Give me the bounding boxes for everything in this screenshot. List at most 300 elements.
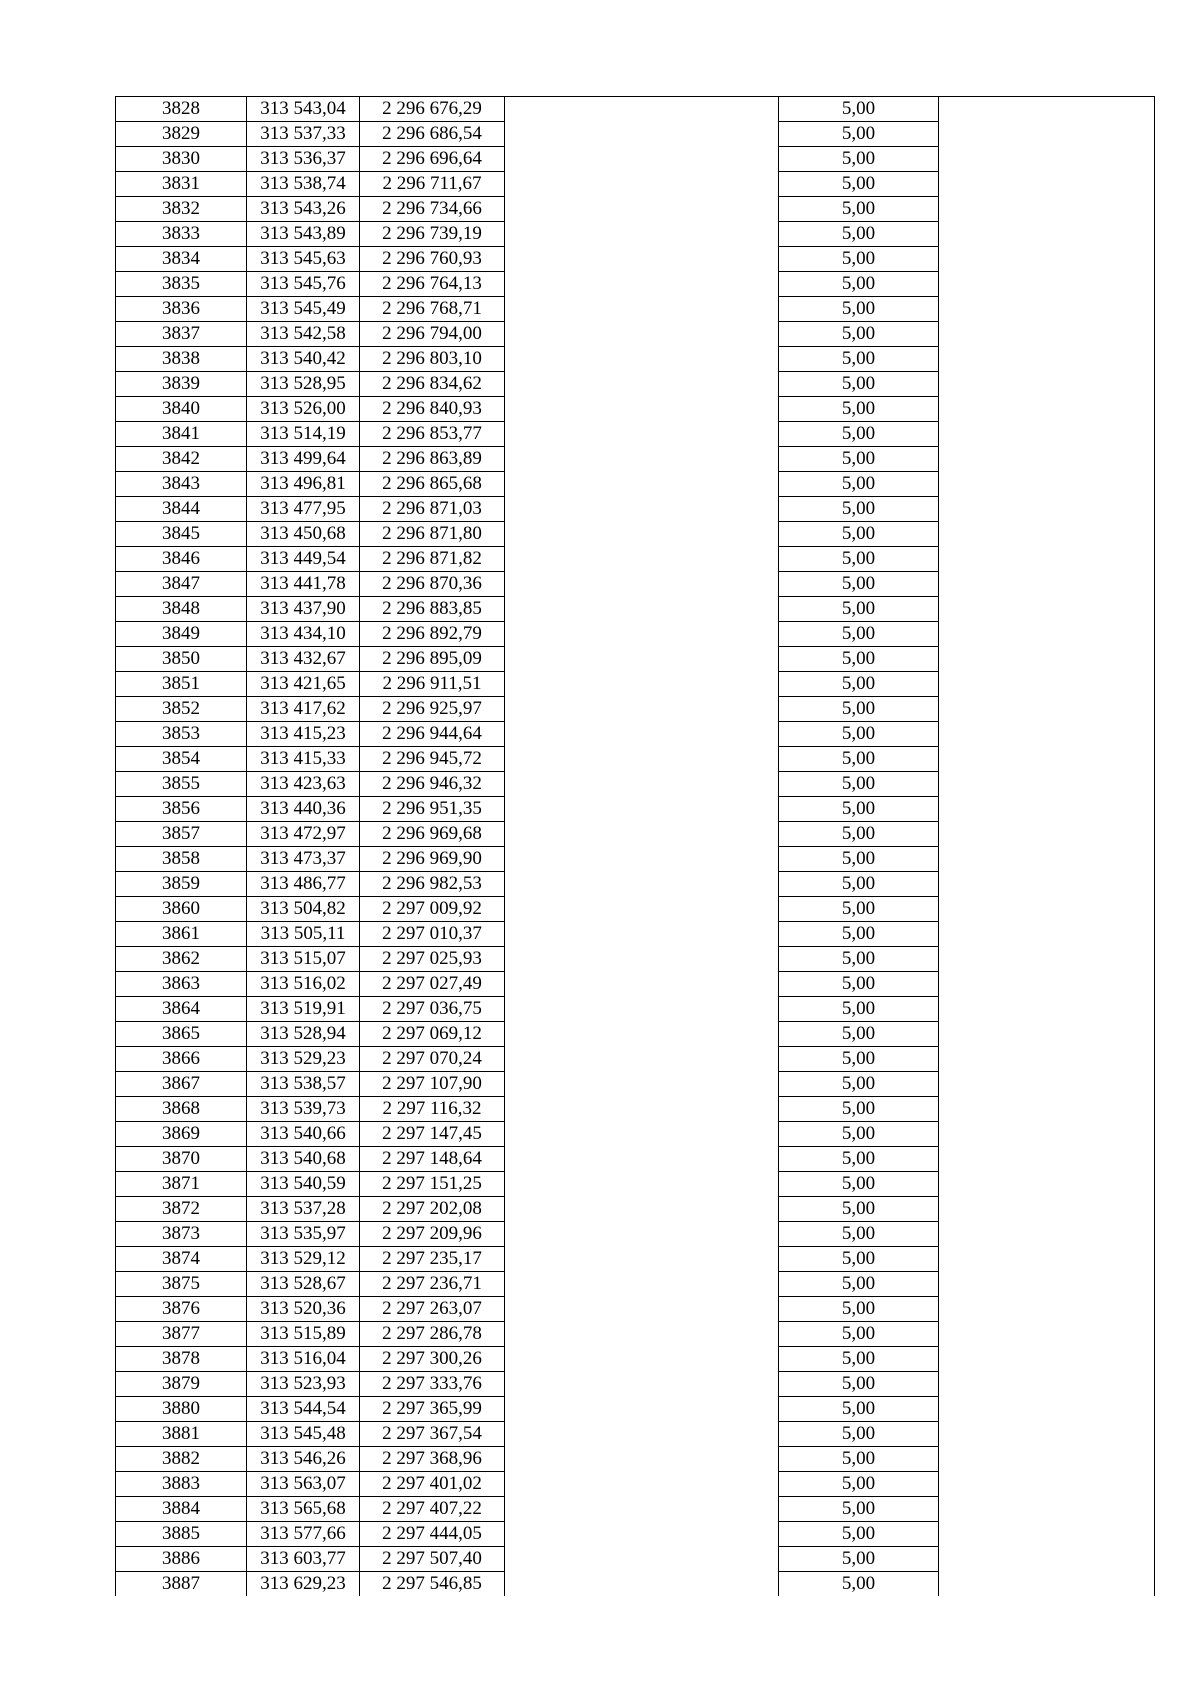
blank-cell [505, 597, 779, 622]
value-cell: 5,00 [779, 1222, 939, 1247]
blank-cell [505, 1172, 779, 1197]
y-coordinate-cell: 2 296 794,00 [360, 322, 505, 347]
value-cell: 5,00 [779, 1147, 939, 1172]
y-coordinate-cell: 2 296 871,82 [360, 547, 505, 572]
x-coordinate-cell: 313 603,77 [247, 1547, 360, 1572]
value-cell: 5,00 [779, 697, 939, 722]
point-number-cell: 3850 [116, 647, 247, 672]
blank-cell [505, 247, 779, 272]
y-coordinate-cell: 2 296 969,68 [360, 822, 505, 847]
blank-cell [939, 872, 1155, 897]
point-number-cell: 3836 [116, 297, 247, 322]
table-row [116, 322, 1155, 347]
y-coordinate-cell: 2 297 147,45 [360, 1122, 505, 1147]
value-cell: 5,00 [779, 1072, 939, 1097]
x-coordinate-cell: 313 629,23 [247, 1572, 360, 1597]
value-cell: 5,00 [779, 747, 939, 772]
point-number-cell: 3881 [116, 1422, 247, 1447]
blank-cell [505, 1022, 779, 1047]
y-coordinate-cell: 2 297 107,90 [360, 1072, 505, 1097]
point-number-cell: 3839 [116, 372, 247, 397]
x-coordinate-cell: 313 540,66 [247, 1122, 360, 1147]
blank-cell [939, 622, 1155, 647]
blank-cell [939, 272, 1155, 297]
point-number-cell: 3847 [116, 572, 247, 597]
point-number-cell: 3830 [116, 147, 247, 172]
table-row [116, 847, 1155, 872]
point-number-cell: 3832 [116, 197, 247, 222]
y-coordinate-cell: 2 297 367,54 [360, 1422, 505, 1447]
blank-cell [939, 1447, 1155, 1472]
table-row [116, 1247, 1155, 1272]
blank-cell [939, 247, 1155, 272]
point-number-cell: 3837 [116, 322, 247, 347]
value-cell: 5,00 [779, 1372, 939, 1397]
value-cell: 5,00 [779, 1522, 939, 1547]
value-cell: 5,00 [779, 347, 939, 372]
point-number-cell: 3863 [116, 972, 247, 997]
x-coordinate-cell: 313 432,67 [247, 647, 360, 672]
table-row [116, 1222, 1155, 1247]
y-coordinate-cell: 2 297 235,17 [360, 1247, 505, 1272]
blank-cell [505, 372, 779, 397]
x-coordinate-cell: 313 565,68 [247, 1497, 360, 1522]
y-coordinate-cell: 2 296 982,53 [360, 872, 505, 897]
x-coordinate-cell: 313 486,77 [247, 872, 360, 897]
blank-cell [939, 972, 1155, 997]
point-number-cell: 3864 [116, 997, 247, 1022]
y-coordinate-cell: 2 296 883,85 [360, 597, 505, 622]
y-coordinate-cell: 2 296 803,10 [360, 347, 505, 372]
table-row [116, 97, 1155, 122]
blank-cell [939, 197, 1155, 222]
x-coordinate-cell: 313 536,37 [247, 147, 360, 172]
point-number-cell: 3852 [116, 697, 247, 722]
value-cell: 5,00 [779, 597, 939, 622]
y-coordinate-cell: 2 296 676,29 [360, 97, 505, 122]
blank-cell [939, 1422, 1155, 1447]
value-cell: 5,00 [779, 772, 939, 797]
table-row [116, 1072, 1155, 1097]
blank-cell [939, 147, 1155, 172]
blank-cell [939, 222, 1155, 247]
table-row [116, 1497, 1155, 1522]
blank-cell [505, 1547, 779, 1572]
point-number-cell: 3840 [116, 397, 247, 422]
x-coordinate-cell: 313 449,54 [247, 547, 360, 572]
blank-cell [505, 1047, 779, 1072]
point-number-cell: 3877 [116, 1322, 247, 1347]
x-coordinate-cell: 313 535,97 [247, 1222, 360, 1247]
blank-cell [939, 172, 1155, 197]
y-coordinate-cell: 2 297 365,99 [360, 1397, 505, 1422]
table-row [116, 1472, 1155, 1497]
blank-cell [505, 472, 779, 497]
y-coordinate-cell: 2 296 768,71 [360, 297, 505, 322]
table-row [116, 597, 1155, 622]
point-number-cell: 3833 [116, 222, 247, 247]
y-coordinate-cell: 2 297 368,96 [360, 1447, 505, 1472]
y-coordinate-cell: 2 296 892,79 [360, 622, 505, 647]
y-coordinate-cell: 2 297 507,40 [360, 1547, 505, 1572]
blank-cell [939, 122, 1155, 147]
blank-cell [505, 1497, 779, 1522]
value-cell: 5,00 [779, 272, 939, 297]
y-coordinate-cell: 2 296 895,09 [360, 647, 505, 672]
point-number-cell: 3876 [116, 1297, 247, 1322]
blank-cell [939, 647, 1155, 672]
point-number-cell: 3841 [116, 422, 247, 447]
blank-cell [939, 1397, 1155, 1422]
value-cell: 5,00 [779, 1447, 939, 1472]
x-coordinate-cell: 313 543,89 [247, 222, 360, 247]
blank-cell [939, 1347, 1155, 1372]
y-coordinate-cell: 2 297 027,49 [360, 972, 505, 997]
y-coordinate-cell: 2 297 116,32 [360, 1097, 505, 1122]
y-coordinate-cell: 2 296 925,97 [360, 697, 505, 722]
x-coordinate-cell: 313 440,36 [247, 797, 360, 822]
value-cell: 5,00 [779, 1247, 939, 1272]
blank-cell [505, 222, 779, 247]
value-cell: 5,00 [779, 1022, 939, 1047]
x-coordinate-cell: 313 472,97 [247, 822, 360, 847]
value-cell: 5,00 [779, 447, 939, 472]
x-coordinate-cell: 313 515,89 [247, 1322, 360, 1347]
table-row [116, 172, 1155, 197]
table-row [116, 872, 1155, 897]
x-coordinate-cell: 313 538,57 [247, 1072, 360, 1097]
value-cell: 5,00 [779, 947, 939, 972]
blank-cell [505, 1247, 779, 1272]
value-cell: 5,00 [779, 822, 939, 847]
blank-cell [939, 1247, 1155, 1272]
y-coordinate-cell: 2 296 969,90 [360, 847, 505, 872]
point-number-cell: 3869 [116, 1122, 247, 1147]
blank-cell [939, 597, 1155, 622]
x-coordinate-cell: 313 540,59 [247, 1172, 360, 1197]
point-number-cell: 3857 [116, 822, 247, 847]
table-row [116, 1172, 1155, 1197]
x-coordinate-cell: 313 539,73 [247, 1097, 360, 1122]
table-row [116, 1447, 1155, 1472]
blank-cell [939, 1472, 1155, 1497]
y-coordinate-cell: 2 296 739,19 [360, 222, 505, 247]
table-row [116, 1022, 1155, 1047]
blank-cell [939, 1222, 1155, 1247]
point-number-cell: 3851 [116, 672, 247, 697]
x-coordinate-cell: 313 496,81 [247, 472, 360, 497]
value-cell: 5,00 [779, 1547, 939, 1572]
point-number-cell: 3860 [116, 897, 247, 922]
y-coordinate-cell: 2 296 840,93 [360, 397, 505, 422]
blank-cell [505, 147, 779, 172]
x-coordinate-cell: 313 540,68 [247, 1147, 360, 1172]
y-coordinate-cell: 2 297 069,12 [360, 1022, 505, 1047]
table-row [116, 822, 1155, 847]
y-coordinate-cell: 2 296 760,93 [360, 247, 505, 272]
table-row [116, 947, 1155, 972]
point-number-cell: 3834 [116, 247, 247, 272]
blank-cell [939, 997, 1155, 1022]
blank-cell [939, 547, 1155, 572]
value-cell: 5,00 [779, 1272, 939, 1297]
value-cell: 5,00 [779, 1047, 939, 1072]
blank-cell [939, 1522, 1155, 1547]
point-number-cell: 3853 [116, 722, 247, 747]
y-coordinate-cell: 2 296 951,35 [360, 797, 505, 822]
value-cell: 5,00 [779, 372, 939, 397]
blank-cell [939, 722, 1155, 747]
table-row [116, 572, 1155, 597]
blank-cell [939, 1172, 1155, 1197]
x-coordinate-cell: 313 528,67 [247, 1272, 360, 1297]
blank-cell [505, 1422, 779, 1447]
point-number-cell: 3838 [116, 347, 247, 372]
x-coordinate-cell: 313 540,42 [247, 347, 360, 372]
value-cell: 5,00 [779, 397, 939, 422]
value-cell: 5,00 [779, 172, 939, 197]
y-coordinate-cell: 2 297 263,07 [360, 1297, 505, 1322]
value-cell: 5,00 [779, 972, 939, 997]
x-coordinate-cell: 313 415,23 [247, 722, 360, 747]
value-cell: 5,00 [779, 97, 939, 122]
blank-cell [939, 447, 1155, 472]
y-coordinate-cell: 2 297 546,85 [360, 1572, 505, 1597]
blank-cell [939, 772, 1155, 797]
blank-cell [939, 672, 1155, 697]
point-number-cell: 3842 [116, 447, 247, 472]
blank-cell [505, 547, 779, 572]
y-coordinate-cell: 2 296 865,68 [360, 472, 505, 497]
value-cell: 5,00 [779, 1172, 939, 1197]
blank-cell [505, 1272, 779, 1297]
blank-cell [939, 1047, 1155, 1072]
y-coordinate-cell: 2 297 009,92 [360, 897, 505, 922]
y-coordinate-cell: 2 297 407,22 [360, 1497, 505, 1522]
y-coordinate-cell: 2 297 010,37 [360, 922, 505, 947]
y-coordinate-cell: 2 297 209,96 [360, 1222, 505, 1247]
blank-cell [939, 522, 1155, 547]
table-row [116, 1047, 1155, 1072]
blank-cell [505, 1397, 779, 1422]
blank-cell [505, 1097, 779, 1122]
point-number-cell: 3879 [116, 1372, 247, 1397]
blank-cell [505, 522, 779, 547]
x-coordinate-cell: 313 526,00 [247, 397, 360, 422]
x-coordinate-cell: 313 545,48 [247, 1422, 360, 1447]
point-number-cell: 3868 [116, 1097, 247, 1122]
x-coordinate-cell: 313 529,23 [247, 1047, 360, 1072]
x-coordinate-cell: 313 577,66 [247, 1522, 360, 1547]
value-cell: 5,00 [779, 1472, 939, 1497]
point-number-cell: 3882 [116, 1447, 247, 1472]
point-number-cell: 3848 [116, 597, 247, 622]
blank-cell [939, 1272, 1155, 1297]
blank-cell [939, 1572, 1155, 1597]
blank-cell [505, 297, 779, 322]
point-number-cell: 3865 [116, 1022, 247, 1047]
value-cell: 5,00 [779, 1397, 939, 1422]
blank-cell [939, 947, 1155, 972]
table-row [116, 222, 1155, 247]
x-coordinate-cell: 313 543,04 [247, 97, 360, 122]
x-coordinate-cell: 313 505,11 [247, 922, 360, 947]
blank-cell [505, 1572, 779, 1597]
table-row [116, 547, 1155, 572]
table-row [116, 247, 1155, 272]
table-row [116, 1347, 1155, 1372]
table-row [116, 347, 1155, 372]
blank-cell [505, 197, 779, 222]
table-row [116, 1122, 1155, 1147]
y-coordinate-cell: 2 297 401,02 [360, 1472, 505, 1497]
y-coordinate-cell: 2 297 025,93 [360, 947, 505, 972]
value-cell: 5,00 [779, 522, 939, 547]
y-coordinate-cell: 2 296 853,77 [360, 422, 505, 447]
value-cell: 5,00 [779, 422, 939, 447]
point-number-cell: 3870 [116, 1147, 247, 1172]
x-coordinate-cell: 313 543,26 [247, 197, 360, 222]
blank-cell [505, 1072, 779, 1097]
value-cell: 5,00 [779, 1572, 939, 1597]
table-row [116, 622, 1155, 647]
y-coordinate-cell: 2 296 944,64 [360, 722, 505, 747]
blank-cell [505, 872, 779, 897]
point-number-cell: 3867 [116, 1072, 247, 1097]
point-number-cell: 3873 [116, 1222, 247, 1247]
table-row [116, 1422, 1155, 1447]
value-cell: 5,00 [779, 297, 939, 322]
y-coordinate-cell: 2 296 764,13 [360, 272, 505, 297]
y-coordinate-cell: 2 296 870,36 [360, 572, 505, 597]
blank-cell [939, 97, 1155, 122]
blank-cell [505, 697, 779, 722]
x-coordinate-cell: 313 545,63 [247, 247, 360, 272]
value-cell: 5,00 [779, 497, 939, 522]
value-cell: 5,00 [779, 847, 939, 872]
y-coordinate-cell: 2 296 946,32 [360, 772, 505, 797]
y-coordinate-cell: 2 296 871,03 [360, 497, 505, 522]
point-number-cell: 3862 [116, 947, 247, 972]
blank-cell [939, 572, 1155, 597]
value-cell: 5,00 [779, 472, 939, 497]
y-coordinate-cell: 2 297 333,76 [360, 1372, 505, 1397]
point-number-cell: 3872 [116, 1197, 247, 1222]
y-coordinate-cell: 2 297 300,26 [360, 1347, 505, 1372]
point-number-cell: 3855 [116, 772, 247, 797]
table-row [116, 1147, 1155, 1172]
blank-cell [939, 747, 1155, 772]
blank-cell [505, 1122, 779, 1147]
table-row [116, 797, 1155, 822]
blank-cell [505, 722, 779, 747]
blank-cell [505, 897, 779, 922]
y-coordinate-cell: 2 296 911,51 [360, 672, 505, 697]
point-number-cell: 3885 [116, 1522, 247, 1547]
blank-cell [505, 347, 779, 372]
blank-cell [939, 397, 1155, 422]
y-coordinate-cell: 2 297 148,64 [360, 1147, 505, 1172]
x-coordinate-cell: 313 415,33 [247, 747, 360, 772]
x-coordinate-cell: 313 528,94 [247, 1022, 360, 1047]
x-coordinate-cell: 313 545,49 [247, 297, 360, 322]
blank-cell [505, 97, 779, 122]
x-coordinate-cell: 313 563,07 [247, 1472, 360, 1497]
blank-cell [939, 1147, 1155, 1172]
blank-cell [505, 1472, 779, 1497]
point-number-cell: 3871 [116, 1172, 247, 1197]
table-row [116, 122, 1155, 147]
blank-cell [939, 297, 1155, 322]
table-row [116, 972, 1155, 997]
point-number-cell: 3887 [116, 1572, 247, 1597]
value-cell: 5,00 [779, 197, 939, 222]
x-coordinate-cell: 313 542,58 [247, 322, 360, 347]
blank-cell [505, 797, 779, 822]
table-row [116, 722, 1155, 747]
blank-cell [939, 472, 1155, 497]
blank-cell [939, 1497, 1155, 1522]
table-row [116, 397, 1155, 422]
x-coordinate-cell: 313 417,62 [247, 697, 360, 722]
value-cell: 5,00 [779, 322, 939, 347]
point-number-cell: 3859 [116, 872, 247, 897]
x-coordinate-cell: 313 546,26 [247, 1447, 360, 1472]
blank-cell [505, 922, 779, 947]
table-row [116, 297, 1155, 322]
table-row [116, 672, 1155, 697]
x-coordinate-cell: 313 529,12 [247, 1247, 360, 1272]
value-cell: 5,00 [779, 1347, 939, 1372]
blank-cell [505, 1147, 779, 1172]
value-cell: 5,00 [779, 547, 939, 572]
blank-cell [505, 997, 779, 1022]
x-coordinate-cell: 313 504,82 [247, 897, 360, 922]
point-number-cell: 3843 [116, 472, 247, 497]
value-cell: 5,00 [779, 122, 939, 147]
y-coordinate-cell: 2 297 236,71 [360, 1272, 505, 1297]
value-cell: 5,00 [779, 1322, 939, 1347]
coordinates-table-body [116, 97, 1155, 1597]
blank-cell [939, 372, 1155, 397]
x-coordinate-cell: 313 514,19 [247, 422, 360, 447]
x-coordinate-cell: 313 441,78 [247, 572, 360, 597]
blank-cell [505, 1347, 779, 1372]
value-cell: 5,00 [779, 1297, 939, 1322]
point-number-cell: 3866 [116, 1047, 247, 1072]
x-coordinate-cell: 313 520,36 [247, 1297, 360, 1322]
x-coordinate-cell: 313 450,68 [247, 522, 360, 547]
point-number-cell: 3831 [116, 172, 247, 197]
point-number-cell: 3828 [116, 97, 247, 122]
blank-cell [505, 422, 779, 447]
table-row [116, 447, 1155, 472]
point-number-cell: 3844 [116, 497, 247, 522]
point-number-cell: 3880 [116, 1397, 247, 1422]
x-coordinate-cell: 313 515,07 [247, 947, 360, 972]
table-row [116, 1572, 1155, 1597]
y-coordinate-cell: 2 296 686,54 [360, 122, 505, 147]
table-row [116, 922, 1155, 947]
x-coordinate-cell: 313 528,95 [247, 372, 360, 397]
coordinates-table [115, 96, 1155, 1596]
point-number-cell: 3846 [116, 547, 247, 572]
table-row [116, 1097, 1155, 1122]
blank-cell [505, 272, 779, 297]
point-number-cell: 3835 [116, 272, 247, 297]
table-row [116, 1397, 1155, 1422]
x-coordinate-cell: 313 537,28 [247, 1197, 360, 1222]
